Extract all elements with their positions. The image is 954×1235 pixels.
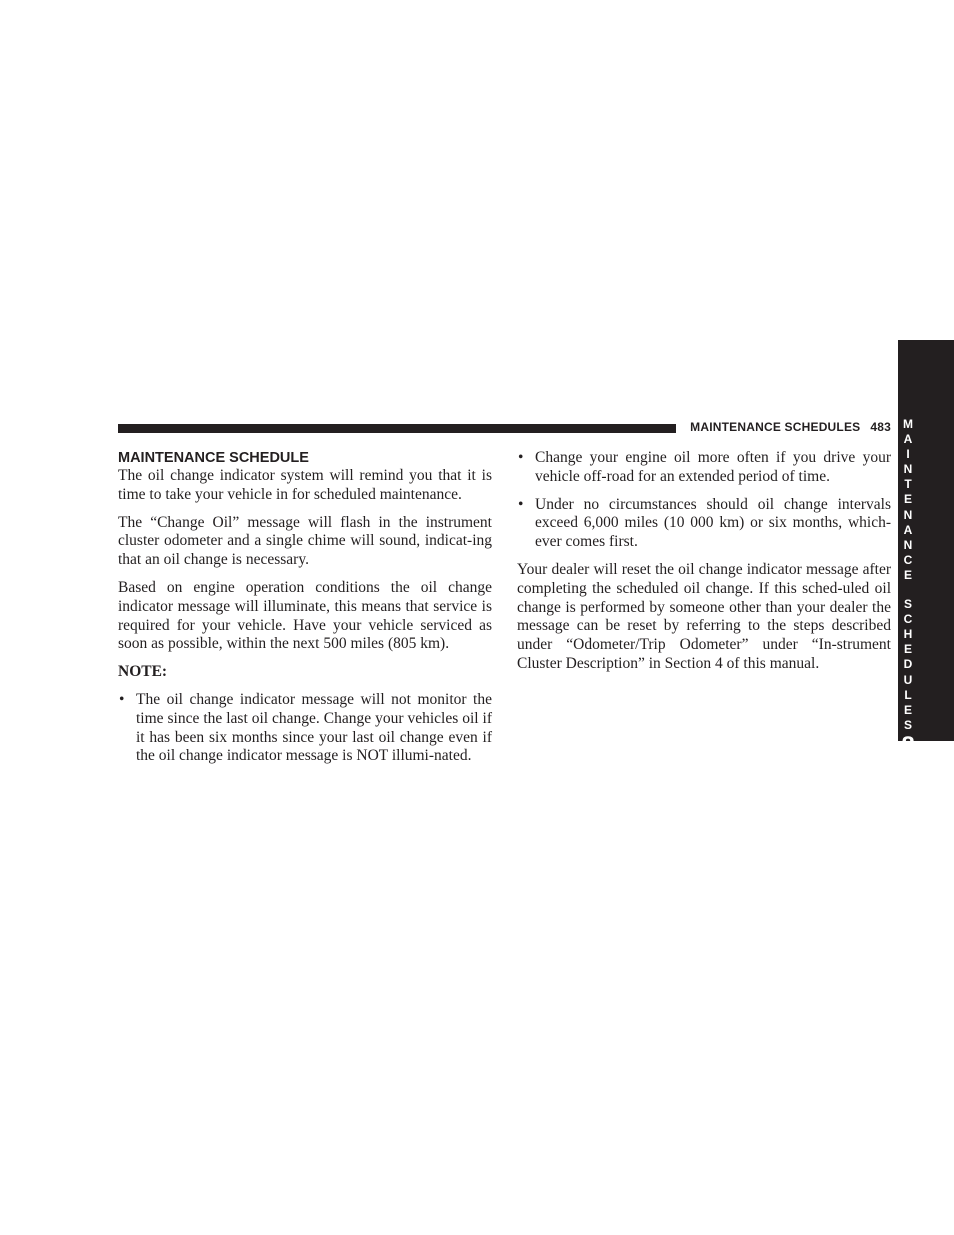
chapter-number: 8 [901, 731, 915, 759]
side-tab-letter: H [903, 627, 913, 642]
bullet-text: Change your engine oil more often if you drive your vehicle off-road for an extended period of time. [535, 449, 891, 485]
side-tab-letter: E [903, 567, 912, 582]
left-column [118, 449, 492, 775]
page-number: 483 [870, 420, 891, 434]
side-tab-letter: U [903, 672, 913, 687]
chapter-side-tab-label [898, 417, 918, 759]
bullet-item [517, 496, 891, 552]
side-tab-letter: C [903, 552, 913, 567]
running-header [600, 420, 891, 434]
side-tab-letter: S [903, 717, 912, 732]
bullet-text: The oil change indicator message will not monitor the time since the last oil change. Change your vehicles oil if it has been six months since your last oil change even if the oil change indicator message is NOT illumi-nated. [136, 690, 492, 765]
body-paragraph: The oil change indicator system will remind you that it is time to take your vehicle in for scheduled maintenance. [118, 467, 492, 503]
running-title: MAINTENANCE SCHEDULES [690, 420, 861, 434]
bullet-item [517, 449, 891, 487]
side-tab-letter: S [903, 597, 912, 612]
bullet-glyph: • [518, 449, 524, 466]
side-tab-letter: D [903, 657, 913, 672]
header-rule-bar [118, 424, 676, 433]
right-column [517, 449, 891, 683]
body-paragraph: Your dealer will reset the oil change indicator message after completing the scheduled oil change. If this sched-uled oil change is performed by someone other than your dealer the message can be reset by referring to the steps described under “Odometer/Trip Odometer” under “In-strument Cluster Description” in Section 4 of this manual. [517, 560, 891, 672]
side-tab-letter: I [906, 447, 910, 462]
side-tab-letter: L [904, 687, 912, 702]
side-tab-letter: M [903, 417, 913, 431]
bullet-item [118, 691, 492, 766]
note-label: NOTE: [118, 663, 168, 681]
side-tab-letter: C [903, 612, 913, 627]
bullet-glyph: • [119, 690, 125, 708]
side-tab-letter: N [903, 507, 913, 522]
bullet-text: Under no circumstances should oil change intervals exceed 6,000 miles (10 000 km) or six months, which-ever comes first. [535, 495, 891, 551]
side-tab-letter: N [903, 537, 913, 552]
side-tab-letter: E [903, 492, 912, 507]
side-tab-letter: N [903, 462, 913, 477]
body-paragraph: The “Change Oil” message will flash in the instrument cluster odometer and a single chime will sound, indicat-ing that an oil change is necessary. [118, 513, 492, 569]
section-heading: MAINTENANCE SCHEDULE [118, 450, 309, 466]
side-tab-letter: A [903, 522, 913, 537]
side-tab-letter: E [903, 642, 912, 657]
body-paragraph: Based on engine operation conditions the oil change indicator message will illuminate, this means that service is required for your vehicle. Have your vehicle serviced as soon as possible, within the next 500 miles (805 km). [118, 578, 492, 653]
side-tab-letter: E [903, 702, 912, 717]
side-tab-letter: A [903, 432, 913, 447]
side-tab-letter: T [904, 477, 912, 492]
bullet-glyph: • [518, 495, 524, 513]
